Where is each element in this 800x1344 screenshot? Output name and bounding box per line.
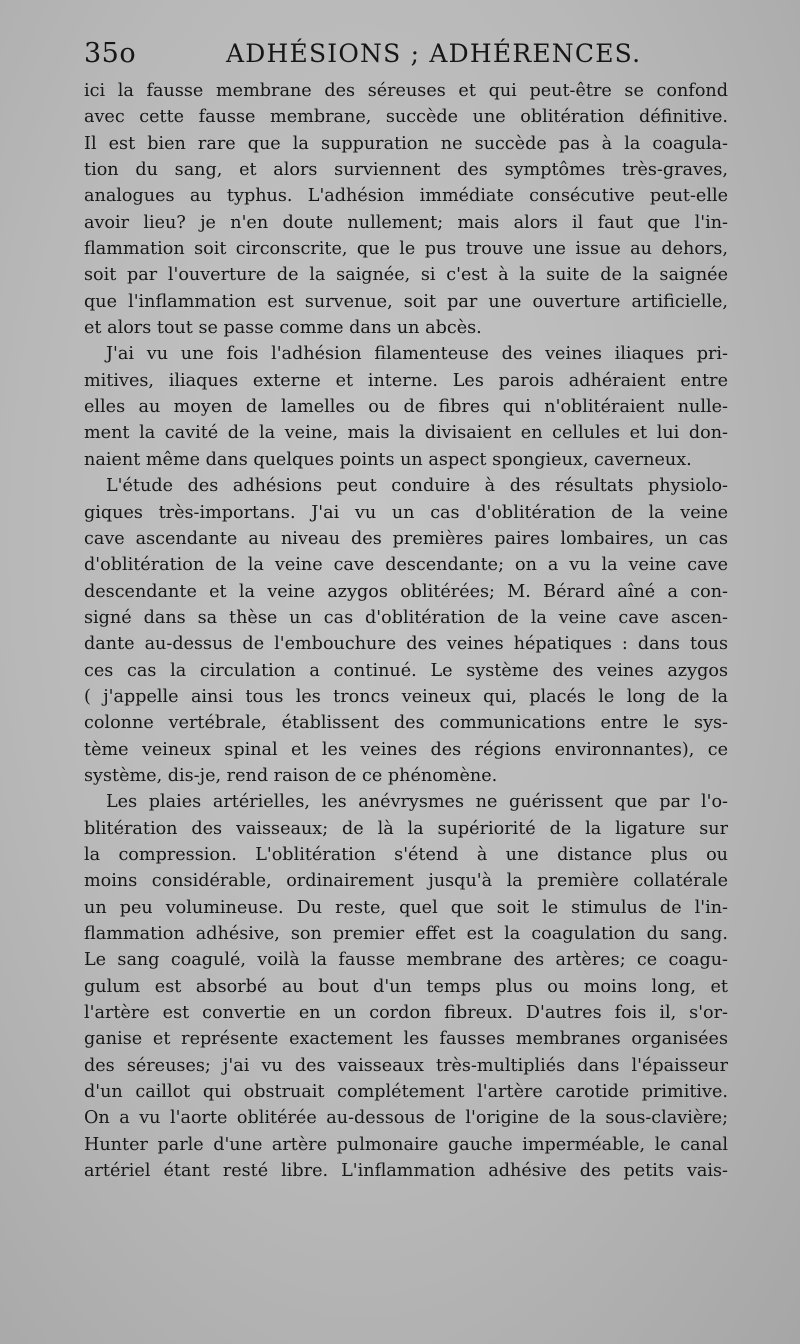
text-line: ment la cavité de la veine, mais la divisaient en cellules et lui don-	[84, 423, 728, 444]
text-line: ces cas la circulation a continué. Le système des veines azygos	[84, 660, 728, 681]
text-line: un peu volumineuse. Du reste, quel que soit le stimulus de l'in-	[84, 897, 728, 918]
text-line: giques très-importans. J'ai vu un cas d'oblitération de la veine	[84, 502, 728, 523]
text-line: Il est bien rare que la suppuration ne succède pas à la coagula-	[84, 133, 728, 154]
text-line: On a vu l'aorte oblitérée au-dessous de l'origine de la sous-clavière;	[84, 1108, 728, 1129]
text-line: cave ascendante au niveau des premières paires lombaires, un cas	[84, 528, 728, 549]
text-line: signé dans sa thèse un cas d'oblitération de la veine cave ascen-	[84, 607, 728, 628]
text-line: avoir lieu? je n'en doute nullement; mais alors il faut que l'in-	[84, 212, 728, 233]
text-line: soit par l'ouverture de la saignée, si c'est à la suite de la saignée	[84, 265, 728, 286]
text-line: des séreuses; j'ai vu des vaisseaux très-multipliés dans l'épaisseur	[84, 1055, 728, 1076]
text-line: Les plaies artérielles, les anévrysmes ne guérissent que par l'o-	[106, 792, 728, 813]
text-line: d'oblitération de la veine cave descendante; on a vu la veine cave	[84, 555, 728, 576]
text-line: naient même dans quelques points un aspect spongieux, caverneux.	[84, 449, 692, 470]
page-number: 35o	[84, 38, 137, 69]
text-line: tion du sang, et alors surviennent des symptômes très-graves,	[84, 160, 728, 181]
text-line: dante au-dessus de l'embouchure des veines hépatiques : dans tous	[84, 634, 728, 655]
text-line: mitives, iliaques externe et interne. Les parois adhéraient entre	[84, 370, 728, 391]
text-line: moins considérable, ordinairement jusqu'à la première collatérale	[84, 871, 728, 892]
text-line: ganise et représente exactement les fausses membranes organisées	[84, 1029, 728, 1050]
text-line: blitération des vaisseaux; de là la supériorité de la ligature sur	[84, 818, 728, 839]
body-text	[84, 78, 728, 1184]
text-line: ici la fausse membrane des séreuses et qui peut-être se confond	[84, 81, 728, 101]
text-line: Le sang coagulé, voilà la fausse membrane des artères; ce coagu-	[84, 950, 728, 971]
text-line: descendante et la veine azygos oblitérées; M. Bérard aîné a con-	[84, 581, 728, 602]
text-line: L'étude des adhésions peut conduire à des résultats physiolo-	[106, 476, 728, 497]
page-header	[84, 38, 728, 74]
text-line: colonne vertébrale, établissent des communications entre le sys-	[84, 713, 728, 734]
text-line: tème veineux spinal et les veines des régions environnantes), ce	[84, 739, 728, 760]
text-line: analogues au typhus. L'adhésion immédiate consécutive peut-elle	[84, 186, 728, 207]
text-line: elles au moyen de lamelles ou de fibres qui n'oblitéraient nulle-	[84, 397, 728, 418]
text-line: et alors tout se passe comme dans un abcès.	[84, 318, 482, 339]
text-line: système, dis-je, rend raison de ce phénomène.	[84, 765, 498, 786]
text-line: que l'inflammation est survenue, soit par une ouverture artificielle,	[84, 291, 728, 312]
text-line: d'un caillot qui obstruait complétement l'artère carotide primitive.	[84, 1082, 728, 1103]
text-line: la compression. L'oblitération s'étend à une distance plus ou	[84, 844, 728, 865]
text-line: avec cette fausse membrane, succède une oblitération définitive.	[84, 107, 728, 128]
text-line: l'artère est convertie en un cordon fibreux. D'autres fois il, s'or-	[84, 1003, 728, 1024]
text-line: flammation soit circonscrite, que le pus trouve une issue au dehors,	[84, 239, 728, 260]
text-line: gulum est absorbé au bout d'un temps plus ou moins long, et	[84, 976, 728, 997]
running-head: ADHÉSIONS ; ADHÉRENCES.	[226, 39, 642, 68]
text-line: ( j'appelle ainsi tous les troncs veineux qui, placés le long de la	[84, 686, 728, 707]
text-line: artériel étant resté libre. L'inflammation adhésive des petits vais-	[84, 1161, 728, 1182]
text-line: Hunter parle d'une artère pulmonaire gauche imperméable, le canal	[84, 1134, 728, 1155]
text-line: flammation adhésive, son premier effet est la coagulation du sang.	[84, 924, 728, 944]
text-line: J'ai vu une fois l'adhésion filamenteuse des veines iliaques pri-	[106, 344, 728, 365]
